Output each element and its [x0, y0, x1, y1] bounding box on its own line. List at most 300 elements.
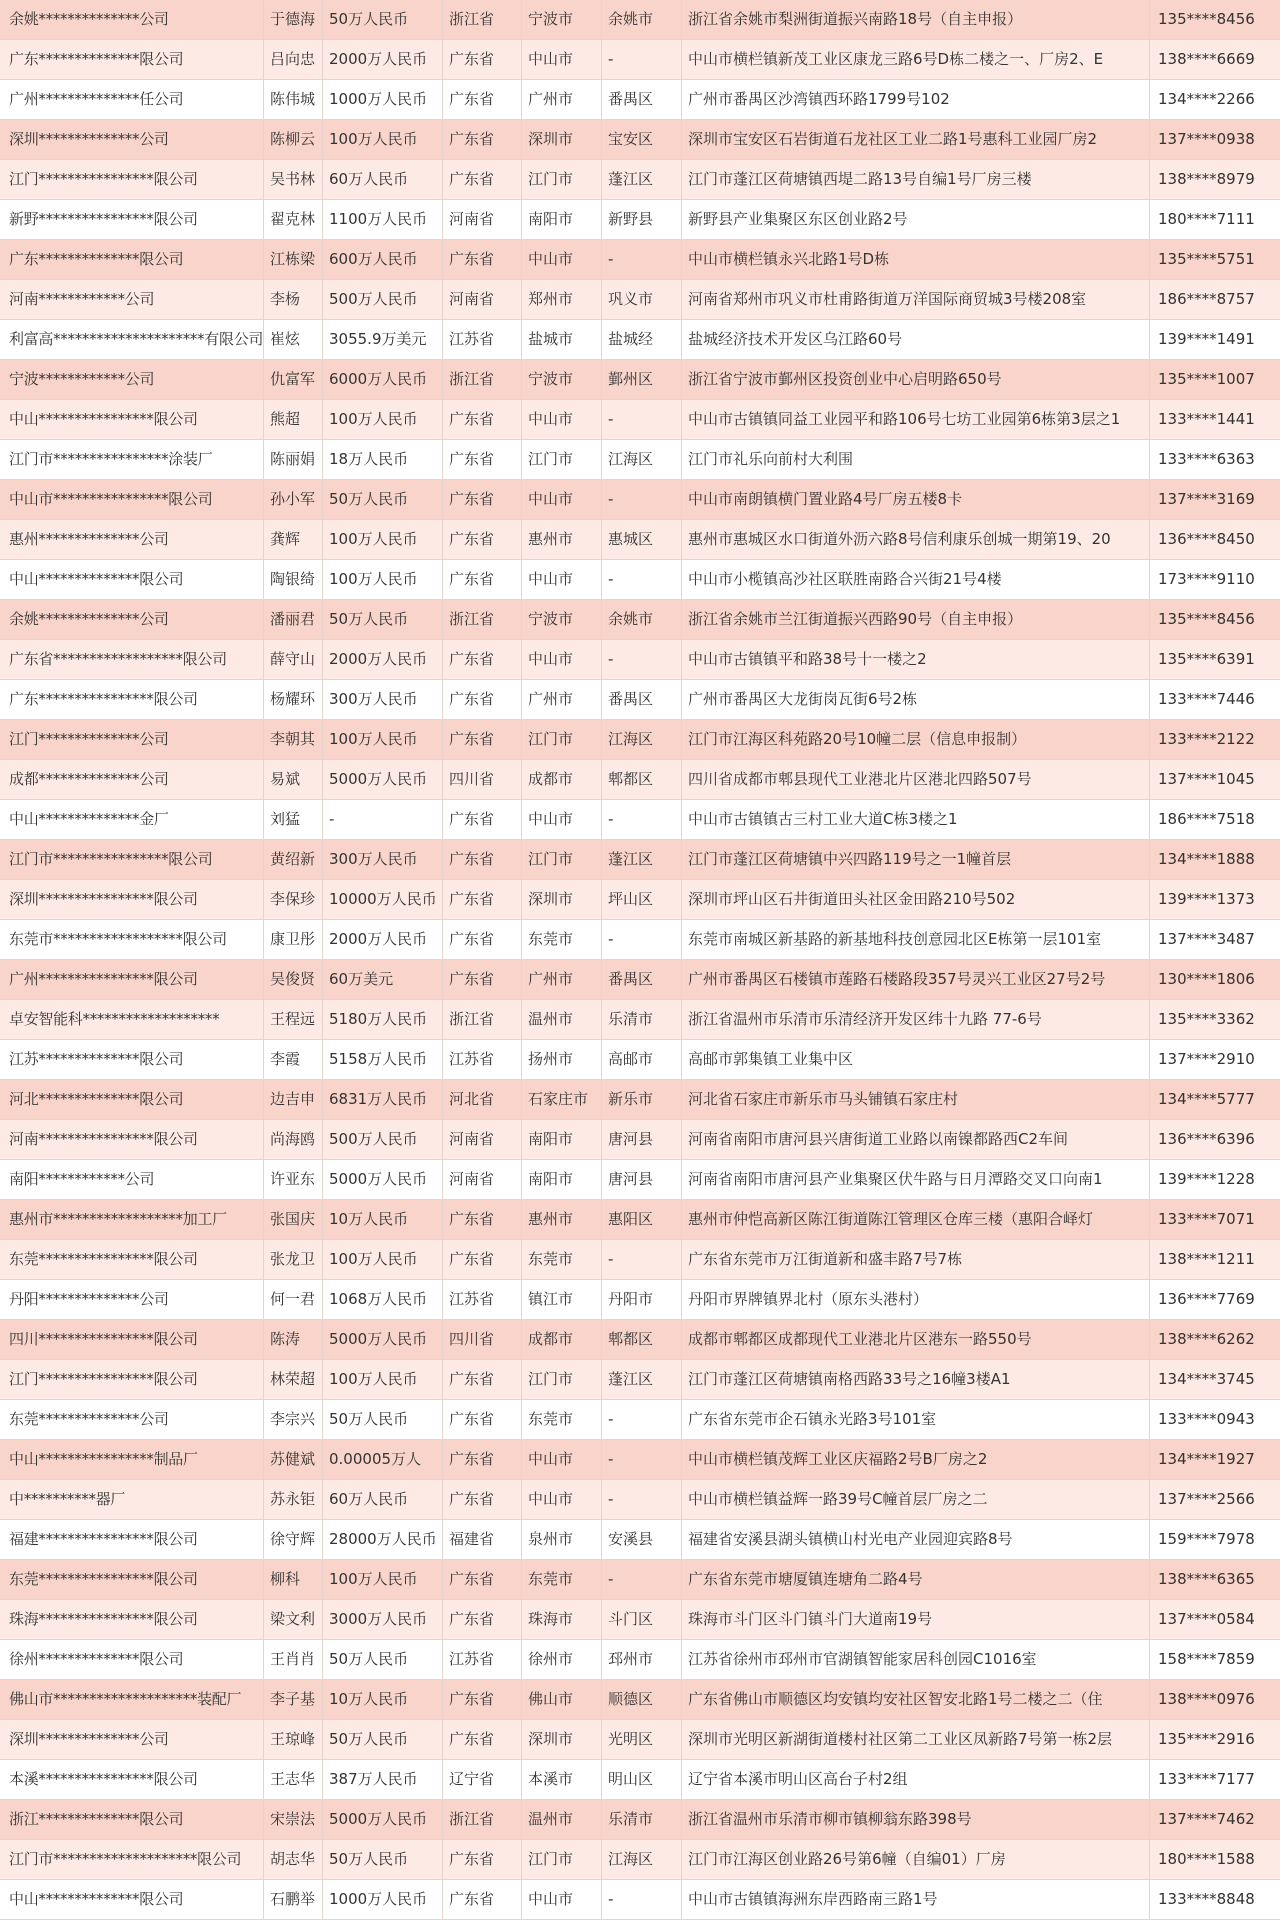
- district-cell: 乐清市: [602, 1800, 682, 1840]
- legal-representative-cell: 李宗兴: [264, 1400, 323, 1440]
- company-name-cell: 江苏**************限公司: [0, 1040, 264, 1080]
- company-name-cell: 东莞**************公司: [0, 1400, 264, 1440]
- district-cell: 番禺区: [602, 80, 682, 120]
- registered-capital-cell: 100万人民币: [323, 720, 443, 760]
- legal-representative-cell: 尚海鸥: [264, 1120, 323, 1160]
- table-row: [0, 1360, 1280, 1400]
- table-row: [0, 160, 1280, 200]
- province-cell: 四川省: [443, 760, 522, 800]
- address-cell: 中山市横栏镇茂辉工业区庆福路2号B厂房之2: [682, 1440, 1150, 1480]
- table-row: [0, 480, 1280, 520]
- company-name-cell: 南阳************公司: [0, 1160, 264, 1200]
- province-cell: 浙江省: [443, 600, 522, 640]
- address-cell: 广东省东莞市万江街道新和盛丰路7号7栋: [682, 1240, 1150, 1280]
- legal-representative-cell: 柳科: [264, 1560, 323, 1600]
- province-cell: 浙江省: [443, 1800, 522, 1840]
- city-cell: 扬州市: [522, 1040, 602, 1080]
- city-cell: 江门市: [522, 160, 602, 200]
- province-cell: 广东省: [443, 800, 522, 840]
- company-name-cell: 江门****************限公司: [0, 160, 264, 200]
- city-cell: 深圳市: [522, 1720, 602, 1760]
- phone-cell: 138****8979: [1150, 160, 1280, 200]
- address-cell: 浙江省温州市乐清市乐清经济开发区纬十九路 77-6号: [682, 1000, 1150, 1040]
- company-name-cell: 惠州**************公司: [0, 520, 264, 560]
- district-cell: 蓬江区: [602, 840, 682, 880]
- city-cell: 广州市: [522, 80, 602, 120]
- registered-capital-cell: 2000万人民币: [323, 920, 443, 960]
- company-name-cell: 丹阳**************公司: [0, 1280, 264, 1320]
- legal-representative-cell: 崔炫: [264, 320, 323, 360]
- registered-capital-cell: 50万人民币: [323, 1400, 443, 1440]
- phone-cell: 133****6363: [1150, 440, 1280, 480]
- registered-capital-cell: 0.00005万人: [323, 1440, 443, 1480]
- registered-capital-cell: 10000万人民币: [323, 880, 443, 920]
- legal-representative-cell: 王肖肖: [264, 1640, 323, 1680]
- company-name-cell: 广州****************限公司: [0, 960, 264, 1000]
- legal-representative-cell: 黄绍新: [264, 840, 323, 880]
- city-cell: 江门市: [522, 1840, 602, 1880]
- registered-capital-cell: 500万人民币: [323, 280, 443, 320]
- city-cell: 中山市: [522, 480, 602, 520]
- table-row: [0, 440, 1280, 480]
- registered-capital-cell: 50万人民币: [323, 1840, 443, 1880]
- registered-capital-cell: 1000万人民币: [323, 1880, 443, 1920]
- registered-capital-cell: 10万人民币: [323, 1200, 443, 1240]
- phone-cell: 138****6365: [1150, 1560, 1280, 1600]
- address-cell: 中山市古镇镇平和路38号十一楼之2: [682, 640, 1150, 680]
- company-name-cell: 深圳**************公司: [0, 1720, 264, 1760]
- legal-representative-cell: 张国庆: [264, 1200, 323, 1240]
- legal-representative-cell: 何一君: [264, 1280, 323, 1320]
- company-name-cell: 中山****************制品厂: [0, 1440, 264, 1480]
- address-cell: 惠州市惠城区水口街道外沥六路8号信利康乐创城一期第19、20: [682, 520, 1150, 560]
- phone-cell: 134****5777: [1150, 1080, 1280, 1120]
- province-cell: 广东省: [443, 1200, 522, 1240]
- company-name-cell: 中山****************限公司: [0, 400, 264, 440]
- district-cell: 郫都区: [602, 760, 682, 800]
- legal-representative-cell: 边吉申: [264, 1080, 323, 1120]
- address-cell: 中山市小榄镇高沙社区联胜南路合兴街21号4楼: [682, 560, 1150, 600]
- company-name-cell: 佛山市********************装配厂: [0, 1680, 264, 1720]
- province-cell: 广东省: [443, 400, 522, 440]
- registered-capital-cell: 60万人民币: [323, 1480, 443, 1520]
- company-name-cell: 江门****************限公司: [0, 1360, 264, 1400]
- table-row: [0, 1560, 1280, 1600]
- legal-representative-cell: 龚辉: [264, 520, 323, 560]
- province-cell: 江苏省: [443, 320, 522, 360]
- legal-representative-cell: 张龙卫: [264, 1240, 323, 1280]
- company-name-cell: 广东**************限公司: [0, 240, 264, 280]
- registered-capital-cell: 5000万人民币: [323, 1160, 443, 1200]
- table-row: [0, 1160, 1280, 1200]
- legal-representative-cell: 江栋梁: [264, 240, 323, 280]
- phone-cell: 135****3362: [1150, 1000, 1280, 1040]
- phone-cell: 138****6262: [1150, 1320, 1280, 1360]
- city-cell: 佛山市: [522, 1680, 602, 1720]
- legal-representative-cell: 胡志华: [264, 1840, 323, 1880]
- company-name-cell: 成都**************公司: [0, 760, 264, 800]
- phone-cell: 133****2122: [1150, 720, 1280, 760]
- registered-capital-cell: 100万人民币: [323, 120, 443, 160]
- district-cell: -: [602, 560, 682, 600]
- legal-representative-cell: 苏永钜: [264, 1480, 323, 1520]
- province-cell: 广东省: [443, 1240, 522, 1280]
- district-cell: 番禺区: [602, 960, 682, 1000]
- district-cell: -: [602, 1560, 682, 1600]
- table-row: [0, 1600, 1280, 1640]
- address-cell: 深圳市坪山区石井街道田头社区金田路210号502: [682, 880, 1150, 920]
- district-cell: 安溪县: [602, 1520, 682, 1560]
- legal-representative-cell: 林荣超: [264, 1360, 323, 1400]
- phone-cell: 138****6669: [1150, 40, 1280, 80]
- address-cell: 江门市礼乐向前村大利围: [682, 440, 1150, 480]
- phone-cell: 133****7177: [1150, 1760, 1280, 1800]
- table-row: [0, 40, 1280, 80]
- company-name-cell: 四川****************限公司: [0, 1320, 264, 1360]
- province-cell: 广东省: [443, 40, 522, 80]
- legal-representative-cell: 李保珍: [264, 880, 323, 920]
- registered-capital-cell: -: [323, 800, 443, 840]
- district-cell: -: [602, 400, 682, 440]
- registered-capital-cell: 300万人民币: [323, 680, 443, 720]
- district-cell: 乐清市: [602, 1000, 682, 1040]
- city-cell: 东莞市: [522, 1400, 602, 1440]
- city-cell: 中山市: [522, 400, 602, 440]
- registered-capital-cell: 100万人民币: [323, 400, 443, 440]
- registered-capital-cell: 1068万人民币: [323, 1280, 443, 1320]
- registered-capital-cell: 50万人民币: [323, 480, 443, 520]
- table-row: [0, 1440, 1280, 1480]
- company-name-cell: 福建****************限公司: [0, 1520, 264, 1560]
- registered-capital-cell: 6831万人民币: [323, 1080, 443, 1120]
- legal-representative-cell: 孙小军: [264, 480, 323, 520]
- phone-cell: 135****5751: [1150, 240, 1280, 280]
- city-cell: 本溪市: [522, 1760, 602, 1800]
- address-cell: 广东省东莞市塘厦镇连塘角二路4号: [682, 1560, 1150, 1600]
- table-row: [0, 120, 1280, 160]
- address-cell: 河南省南阳市唐河县兴唐街道工业路以南镍都路西C2车间: [682, 1120, 1150, 1160]
- table-row: [0, 560, 1280, 600]
- registered-capital-cell: 100万人民币: [323, 1360, 443, 1400]
- address-cell: 浙江省余姚市梨洲街道振兴南路18号（自主申报）: [682, 0, 1150, 40]
- province-cell: 广东省: [443, 1560, 522, 1600]
- phone-cell: 138****1211: [1150, 1240, 1280, 1280]
- registered-capital-cell: 600万人民币: [323, 240, 443, 280]
- province-cell: 江苏省: [443, 1640, 522, 1680]
- district-cell: 蓬江区: [602, 1360, 682, 1400]
- legal-representative-cell: 许亚东: [264, 1160, 323, 1200]
- district-cell: 郫都区: [602, 1320, 682, 1360]
- phone-cell: 133****7446: [1150, 680, 1280, 720]
- address-cell: 深圳市光明区新湖街道楼村社区第二工业区凤新路7号第一栋2层: [682, 1720, 1150, 1760]
- legal-representative-cell: 仇富军: [264, 360, 323, 400]
- phone-cell: 186****7518: [1150, 800, 1280, 840]
- table-row: [0, 1680, 1280, 1720]
- registered-capital-cell: 3055.9万美元: [323, 320, 443, 360]
- province-cell: 广东省: [443, 1360, 522, 1400]
- address-cell: 广州市番禺区石楼镇市莲路石楼路段357号灵兴工业区27号2号: [682, 960, 1150, 1000]
- city-cell: 中山市: [522, 1880, 602, 1920]
- legal-representative-cell: 李子基: [264, 1680, 323, 1720]
- district-cell: 新乐市: [602, 1080, 682, 1120]
- table-row: [0, 1760, 1280, 1800]
- district-cell: -: [602, 920, 682, 960]
- legal-representative-cell: 吴书林: [264, 160, 323, 200]
- registered-capital-cell: 50万人民币: [323, 600, 443, 640]
- phone-cell: 134****1888: [1150, 840, 1280, 880]
- address-cell: 江门市蓬江区荷塘镇西堤二路13号自编1号厂房三楼: [682, 160, 1150, 200]
- registered-capital-cell: 3000万人民币: [323, 1600, 443, 1640]
- phone-cell: 173****9110: [1150, 560, 1280, 600]
- city-cell: 泉州市: [522, 1520, 602, 1560]
- city-cell: 郑州市: [522, 280, 602, 320]
- district-cell: -: [602, 640, 682, 680]
- legal-representative-cell: 吴俊贤: [264, 960, 323, 1000]
- province-cell: 广东省: [443, 1440, 522, 1480]
- province-cell: 江苏省: [443, 1280, 522, 1320]
- company-name-cell: 江门**************公司: [0, 720, 264, 760]
- company-name-cell: 中**********器厂: [0, 1480, 264, 1520]
- company-name-cell: 新野****************限公司: [0, 200, 264, 240]
- city-cell: 江门市: [522, 720, 602, 760]
- phone-cell: 180****1588: [1150, 1840, 1280, 1880]
- province-cell: 四川省: [443, 1320, 522, 1360]
- phone-cell: 135****8456: [1150, 0, 1280, 40]
- company-name-cell: 中山**************限公司: [0, 560, 264, 600]
- address-cell: 河北省石家庄市新乐市马头铺镇石家庄村: [682, 1080, 1150, 1120]
- registered-capital-cell: 50万人民币: [323, 1640, 443, 1680]
- legal-representative-cell: 徐守辉: [264, 1520, 323, 1560]
- company-name-cell: 河南************公司: [0, 280, 264, 320]
- city-cell: 深圳市: [522, 880, 602, 920]
- table-row: [0, 720, 1280, 760]
- phone-cell: 180****7111: [1150, 200, 1280, 240]
- district-cell: 鄞州区: [602, 360, 682, 400]
- table-row: [0, 1080, 1280, 1120]
- legal-representative-cell: 王志华: [264, 1760, 323, 1800]
- company-name-cell: 卓安智能科*******************: [0, 1000, 264, 1040]
- company-name-cell: 余姚**************公司: [0, 0, 264, 40]
- registered-capital-cell: 6000万人民币: [323, 360, 443, 400]
- city-cell: 中山市: [522, 1480, 602, 1520]
- company-name-cell: 河北**************限公司: [0, 1080, 264, 1120]
- company-name-cell: 东莞****************限公司: [0, 1240, 264, 1280]
- address-cell: 中山市横栏镇益辉一路39号C幢首层厂房之二: [682, 1480, 1150, 1520]
- district-cell: 新野县: [602, 200, 682, 240]
- district-cell: 江海区: [602, 1840, 682, 1880]
- table-row: [0, 1280, 1280, 1320]
- district-cell: 余姚市: [602, 600, 682, 640]
- registered-capital-cell: 5000万人民币: [323, 760, 443, 800]
- table-row: [0, 600, 1280, 640]
- phone-cell: 134****3745: [1150, 1360, 1280, 1400]
- province-cell: 广东省: [443, 560, 522, 600]
- province-cell: 广东省: [443, 1400, 522, 1440]
- table-row: [0, 640, 1280, 680]
- city-cell: 南阳市: [522, 1120, 602, 1160]
- company-name-cell: 东莞****************限公司: [0, 1560, 264, 1600]
- table-row: [0, 1120, 1280, 1160]
- company-name-cell: 中山**************限公司: [0, 1880, 264, 1920]
- district-cell: 唐河县: [602, 1120, 682, 1160]
- province-cell: 广东省: [443, 80, 522, 120]
- phone-cell: 133****1441: [1150, 400, 1280, 440]
- table-row: [0, 200, 1280, 240]
- district-cell: 宝安区: [602, 120, 682, 160]
- city-cell: 惠州市: [522, 520, 602, 560]
- company-name-cell: 徐州**************限公司: [0, 1640, 264, 1680]
- table-row: [0, 1720, 1280, 1760]
- legal-representative-cell: 王程远: [264, 1000, 323, 1040]
- address-cell: 浙江省宁波市鄞州区投资创业中心启明路650号: [682, 360, 1150, 400]
- phone-cell: 137****3169: [1150, 480, 1280, 520]
- legal-representative-cell: 杨耀环: [264, 680, 323, 720]
- address-cell: 东莞市南城区新基路的新基地科技创意园北区E栋第一层101室: [682, 920, 1150, 960]
- province-cell: 江苏省: [443, 1040, 522, 1080]
- phone-cell: 139****1491: [1150, 320, 1280, 360]
- city-cell: 东莞市: [522, 920, 602, 960]
- city-cell: 东莞市: [522, 1240, 602, 1280]
- legal-representative-cell: 翟克林: [264, 200, 323, 240]
- company-name-cell: 广州**************任公司: [0, 80, 264, 120]
- registered-capital-cell: 5158万人民币: [323, 1040, 443, 1080]
- address-cell: 浙江省温州市乐清市柳市镇柳翁东路398号: [682, 1800, 1150, 1840]
- district-cell: 余姚市: [602, 0, 682, 40]
- province-cell: 广东省: [443, 680, 522, 720]
- legal-representative-cell: 潘丽君: [264, 600, 323, 640]
- district-cell: 番禺区: [602, 680, 682, 720]
- registered-capital-cell: 387万人民币: [323, 1760, 443, 1800]
- province-cell: 广东省: [443, 120, 522, 160]
- phone-cell: 139****1228: [1150, 1160, 1280, 1200]
- company-name-cell: 江门市****************限公司: [0, 840, 264, 880]
- province-cell: 广东省: [443, 520, 522, 560]
- phone-cell: 135****8456: [1150, 600, 1280, 640]
- table-row: [0, 1640, 1280, 1680]
- legal-representative-cell: 梁文利: [264, 1600, 323, 1640]
- table-row: [0, 240, 1280, 280]
- company-name-cell: 东莞市******************限公司: [0, 920, 264, 960]
- province-cell: 浙江省: [443, 0, 522, 40]
- city-cell: 珠海市: [522, 1600, 602, 1640]
- table-row: [0, 0, 1280, 40]
- city-cell: 石家庄市: [522, 1080, 602, 1120]
- address-cell: 江门市江海区科苑路20号10幢二层（信息申报制）: [682, 720, 1150, 760]
- table-row: [0, 1480, 1280, 1520]
- table-row: [0, 1040, 1280, 1080]
- address-cell: 四川省成都市郫县现代工业港北片区港北四路507号: [682, 760, 1150, 800]
- phone-cell: 135****1007: [1150, 360, 1280, 400]
- phone-cell: 137****1045: [1150, 760, 1280, 800]
- registered-capital-cell: 60万美元: [323, 960, 443, 1000]
- registered-capital-cell: 100万人民币: [323, 560, 443, 600]
- district-cell: 惠城区: [602, 520, 682, 560]
- phone-cell: 130****1806: [1150, 960, 1280, 1000]
- company-name-cell: 广东省******************限公司: [0, 640, 264, 680]
- city-cell: 徐州市: [522, 1640, 602, 1680]
- province-cell: 广东省: [443, 480, 522, 520]
- company-name-cell: 中山**************金厂: [0, 800, 264, 840]
- city-cell: 江门市: [522, 1360, 602, 1400]
- registered-capital-cell: 28000万人民币: [323, 1520, 443, 1560]
- district-cell: 巩义市: [602, 280, 682, 320]
- address-cell: 江门市江海区创业路26号第6幢（自编01）厂房: [682, 1840, 1150, 1880]
- city-cell: 惠州市: [522, 1200, 602, 1240]
- phone-cell: 135****6391: [1150, 640, 1280, 680]
- province-cell: 浙江省: [443, 1000, 522, 1040]
- address-cell: 广东省佛山市顺德区均安镇均安社区智安北路1号二楼之二（住: [682, 1680, 1150, 1720]
- city-cell: 中山市: [522, 40, 602, 80]
- company-name-cell: 中山市****************限公司: [0, 480, 264, 520]
- table-row: [0, 1000, 1280, 1040]
- province-cell: 广东省: [443, 1880, 522, 1920]
- company-name-cell: 广东**************限公司: [0, 40, 264, 80]
- address-cell: 河南省南阳市唐河县产业集聚区伏牛路与日月潭路交叉口向南1: [682, 1160, 1150, 1200]
- city-cell: 中山市: [522, 800, 602, 840]
- phone-cell: 137****2910: [1150, 1040, 1280, 1080]
- province-cell: 河南省: [443, 1120, 522, 1160]
- city-cell: 镇江市: [522, 1280, 602, 1320]
- city-cell: 广州市: [522, 680, 602, 720]
- district-cell: 江海区: [602, 440, 682, 480]
- address-cell: 江门市蓬江区荷塘镇南格西路33号之16幢3楼A1: [682, 1360, 1150, 1400]
- company-name-cell: 利富高*********************有限公司: [0, 320, 264, 360]
- address-cell: 惠州市仲恺高新区陈江街道陈江管理区仓库三楼（惠阳合峄灯: [682, 1200, 1150, 1240]
- table-row: [0, 80, 1280, 120]
- registered-capital-cell: 100万人民币: [323, 1560, 443, 1600]
- city-cell: 中山市: [522, 640, 602, 680]
- district-cell: 邳州市: [602, 1640, 682, 1680]
- district-cell: 光明区: [602, 1720, 682, 1760]
- company-name-cell: 广东****************限公司: [0, 680, 264, 720]
- legal-representative-cell: 刘猛: [264, 800, 323, 840]
- legal-representative-cell: 陈涛: [264, 1320, 323, 1360]
- phone-cell: 134****2266: [1150, 80, 1280, 120]
- legal-representative-cell: 吕向忠: [264, 40, 323, 80]
- legal-representative-cell: 薛守山: [264, 640, 323, 680]
- province-cell: 河北省: [443, 1080, 522, 1120]
- phone-cell: 136****6396: [1150, 1120, 1280, 1160]
- address-cell: 中山市南朗镇横门置业路4号厂房五楼8卡: [682, 480, 1150, 520]
- table-row: [0, 1880, 1280, 1920]
- address-cell: 中山市横栏镇永兴北路1号D栋: [682, 240, 1150, 280]
- province-cell: 河南省: [443, 200, 522, 240]
- city-cell: 江门市: [522, 440, 602, 480]
- registered-capital-cell: 60万人民币: [323, 160, 443, 200]
- city-cell: 中山市: [522, 1440, 602, 1480]
- legal-representative-cell: 于德海: [264, 0, 323, 40]
- district-cell: 唐河县: [602, 1160, 682, 1200]
- registered-capital-cell: 100万人民币: [323, 1240, 443, 1280]
- district-cell: -: [602, 1480, 682, 1520]
- table-row: [0, 280, 1280, 320]
- legal-representative-cell: 石鹏举: [264, 1880, 323, 1920]
- city-cell: 广州市: [522, 960, 602, 1000]
- table-row: [0, 760, 1280, 800]
- province-cell: 广东省: [443, 1600, 522, 1640]
- company-name-cell: 浙江**************限公司: [0, 1800, 264, 1840]
- province-cell: 广东省: [443, 920, 522, 960]
- phone-cell: 135****2916: [1150, 1720, 1280, 1760]
- phone-cell: 186****8757: [1150, 280, 1280, 320]
- table-row: [0, 1320, 1280, 1360]
- address-cell: 盐城经济技术开发区乌江路60号: [682, 320, 1150, 360]
- district-cell: -: [602, 1240, 682, 1280]
- registered-capital-cell: 5180万人民币: [323, 1000, 443, 1040]
- city-cell: 成都市: [522, 760, 602, 800]
- district-cell: 蓬江区: [602, 160, 682, 200]
- table-row: [0, 680, 1280, 720]
